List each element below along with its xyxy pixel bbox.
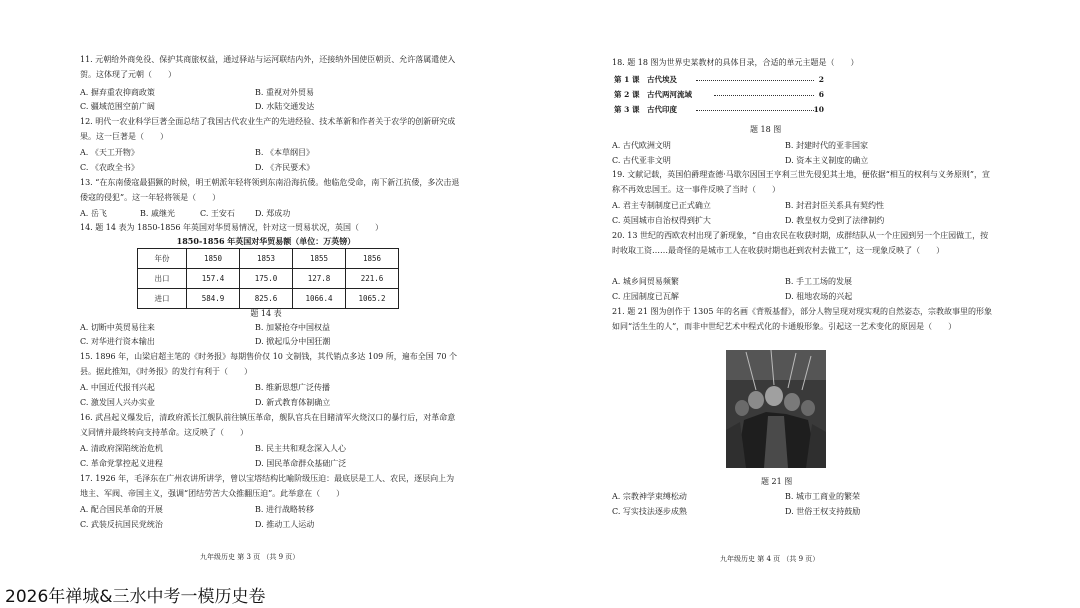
toc-leader <box>696 110 814 111</box>
toc-line <box>614 87 824 102</box>
q18-option-d: D. 资本主义制度的确立 <box>785 156 869 165</box>
table-cell: 出口 <box>138 269 187 289</box>
question-13-stem: 13. “在东南倭寇最猖獗的时候，明王朝派年轻将领到东南沿海抗倭。他临危受命，南下新江抗倭，多次击退倭寇的侵犯”。这一年轻将领是（ ） <box>80 178 460 202</box>
q11-option-d: D. 水陆交通发达 <box>255 102 315 111</box>
toc-label: 第 3 课 古代印度 <box>614 105 677 114</box>
toc-leader <box>714 95 814 96</box>
question-21-stem: 21. 题 21 图为创作于 1305 年的名画《背叛基督》，部分人物呈现对现实观的自然姿态，宗教故事里的形象如同“活生生的人”，而非中世纪艺术中程式化的卡通般形象。引起这一艺术变化的原因是（ ） <box>612 307 992 331</box>
toc-page: 6 <box>818 90 824 99</box>
table-row <box>138 269 399 289</box>
betrayal-of-christ-painting <box>726 350 826 468</box>
question-11-stem: 11. 元朝给外商免役、保护其商旅权益，通过驿站与运河联结内外，还接纳外国使臣朝贡、允许落属遣使入贺。这体现了元朝（ ） <box>80 55 456 79</box>
q11-option-b: B. 重视对外贸易 <box>255 88 314 97</box>
q14-option-b: B. 加紧抢夺中国权益 <box>255 323 330 332</box>
q13-option-b: B. 戚继光 <box>140 209 175 218</box>
q15-option-b: B. 维新思想广泛传播 <box>255 383 330 392</box>
table-header-row <box>138 249 399 269</box>
question-14-stem: 14. 题 14 表为 1850-1856 年英国对华贸易情况，针对这一贸易状况，英国（ ） <box>80 223 384 232</box>
question-19-stem: 19. 文献记载，英国伯爵理查德·马歇尔因国王亨利三世先侵犯其土地，便依据“相互的权利与义务原则”，宣称不再效忠国王。这一事件反映了当时（ ） <box>612 170 990 194</box>
q19-option-d: D. 教皇权力受到了法律制约 <box>785 216 885 225</box>
q21-option-a: A. 宗教神学束缚松动 <box>612 492 687 501</box>
q21-option-d: D. 世俗王权支持鼓励 <box>785 507 861 516</box>
page-footer: 九年级历史 第 3 页 （共 9 页） <box>200 553 300 561</box>
table-header-cell: 年份 <box>138 249 187 269</box>
table-14-caption: 题 14 表 <box>250 309 282 318</box>
question-17-stem: 17. 1926 年，毛泽东在广州农讲所讲学，曾以宝塔结构比喻阶级压迫：最底层是工人、农民，逐层向上为地主、军阀、帝国主义，强调“团结劳苦大众推翻压迫”。此举意在（ ） <box>80 474 455 498</box>
table-header-cell: 1850 <box>187 249 240 269</box>
table-header-cell: 1853 <box>240 249 293 269</box>
table-cell: 进口 <box>138 289 187 309</box>
q18-option-c: C. 古代亚非文明 <box>612 156 671 165</box>
table-cell: 1065.2 <box>346 289 399 309</box>
q20-option-a: A. 城乡间贸易频繁 <box>612 277 679 286</box>
toc-label: 第 2 课 古代两河流域 <box>614 90 692 99</box>
q19-option-c: C. 英国城市自治权得到扩大 <box>612 216 711 225</box>
toc-line <box>614 102 824 117</box>
q16-option-c: C. 革命党掌控起义进程 <box>80 459 163 468</box>
q14-option-c: C. 对华进行资本输出 <box>80 337 155 346</box>
table-header-cell: 1856 <box>346 249 399 269</box>
q20-option-d: D. 租地农场的兴起 <box>785 292 853 301</box>
q12-option-b: B. 《本草纲目》 <box>255 148 314 157</box>
figure-21-caption: 题 21 图 <box>761 477 793 486</box>
question-15-stem: 15. 1896 年，山梁启超主笔的《时务报》每期售价仅 10 文制钱，其代销点多达 109 所，遍布全国 70 个县。据此推知，《时务报》的发行有利于（ ） <box>80 352 458 376</box>
exam-page-3 <box>0 0 540 575</box>
q12-option-d: D. 《齐民要术》 <box>255 163 315 172</box>
q20-option-b: B. 手工工场的发展 <box>785 277 852 286</box>
table-cell: 825.6 <box>240 289 293 309</box>
q19-option-b: B. 封君封臣关系具有契约性 <box>785 201 884 210</box>
q19-option-a: A. 君主专制制度已正式确立 <box>612 201 711 210</box>
q15-option-c: C. 激发国人兴办实业 <box>80 398 155 407</box>
trade-table <box>137 248 399 309</box>
q14-option-d: D. 掀起瓜分中国狂潮 <box>255 337 331 346</box>
q11-option-a: A. 摒弃重农抑商政策 <box>80 88 155 97</box>
table-header-cell: 1855 <box>293 249 346 269</box>
toc-label: 第 1 课 古代埃及 <box>614 75 677 84</box>
question-18-stem: 18. 题 18 图为世界史某教材的具体目录，合适的单元主题是（ ） <box>612 58 859 67</box>
q21-option-c: C. 写实技法逐步成熟 <box>612 507 687 516</box>
table-cell: 175.0 <box>240 269 293 289</box>
q18-option-b: B. 封建时代的亚非国家 <box>785 141 868 150</box>
q15-option-d: D. 新式教育体制确立 <box>255 398 331 407</box>
question-16-stem: 16. 武昌起义爆发后，清政府派长江舰队前往镇压革命，舰队官兵在目睹清军火烧汉口的暴行后，对革命意义同情并最终转向支持革命。这反映了（ ） <box>80 413 456 437</box>
q16-option-d: D. 国民革命群众基础广泛 <box>255 459 347 468</box>
question-12-stem: 12. 明代一农业科学巨著全面总结了我国古代农业生产的先进经验、技术革新和作者关于农学的创新研究成果。这一巨著是（ ） <box>80 117 456 141</box>
question-20-stem: 20. 13 世纪的西欧农村出现了新现象，“自由农民在收获时期，成群结队从一个庄园到另一个庄园做工，按时收取工资……最奇怪的是城市工人在收获时期也赶到农村去做工”，这一现象反映了（ ） <box>612 231 989 255</box>
q15-option-a: A. 中国近代报刊兴起 <box>80 383 155 392</box>
table-cell: 584.9 <box>187 289 240 309</box>
q11-option-c: C. 疆域范围空前广阔 <box>80 102 155 111</box>
toc-leader <box>696 80 814 81</box>
q17-option-d: D. 推动工人运动 <box>255 520 315 529</box>
q16-option-b: B. 民主共和观念深入人心 <box>255 444 346 453</box>
toc-page: 10 <box>813 105 824 114</box>
q12-option-a: A. 《天工开物》 <box>80 148 139 157</box>
q20-option-c: C. 庄园制度已瓦解 <box>612 292 679 301</box>
q17-option-c: C. 武装反抗国民党统治 <box>80 520 163 529</box>
q13-option-c: C. 王安石 <box>200 209 235 218</box>
q12-option-c: C. 《农政全书》 <box>80 163 139 172</box>
q17-option-a: A. 配合国民革命的开展 <box>80 505 163 514</box>
q14-option-a: A. 切断中英贸易往来 <box>80 323 155 332</box>
q13-option-a: A. 岳飞 <box>80 209 107 218</box>
q13-option-d: D. 郑成功 <box>255 209 291 218</box>
document-title: 2026年禅城&三水中考一模历史卷 <box>5 587 266 607</box>
table-cell: 1066.4 <box>293 289 346 309</box>
toc-line <box>614 72 824 87</box>
table-cell: 127.8 <box>293 269 346 289</box>
figure-18-caption: 题 18 图 <box>750 125 782 134</box>
table-cell: 157.4 <box>187 269 240 289</box>
exam-page-4 <box>540 0 1080 575</box>
q18-option-a: A. 古代欧洲文明 <box>612 141 671 150</box>
table-14-title: 1850-1856 年英国对华贸易额（单位：万英镑） <box>176 236 356 246</box>
page-footer: 九年级历史 第 4 页 （共 9 页） <box>720 555 820 563</box>
toc-page: 2 <box>818 75 824 84</box>
q16-option-a: A. 清政府深陷统治危机 <box>80 444 163 453</box>
q21-option-b: B. 城市工商业的繁荣 <box>785 492 860 501</box>
q17-option-b: B. 进行战略转移 <box>255 505 314 514</box>
table-cell: 221.6 <box>346 269 399 289</box>
